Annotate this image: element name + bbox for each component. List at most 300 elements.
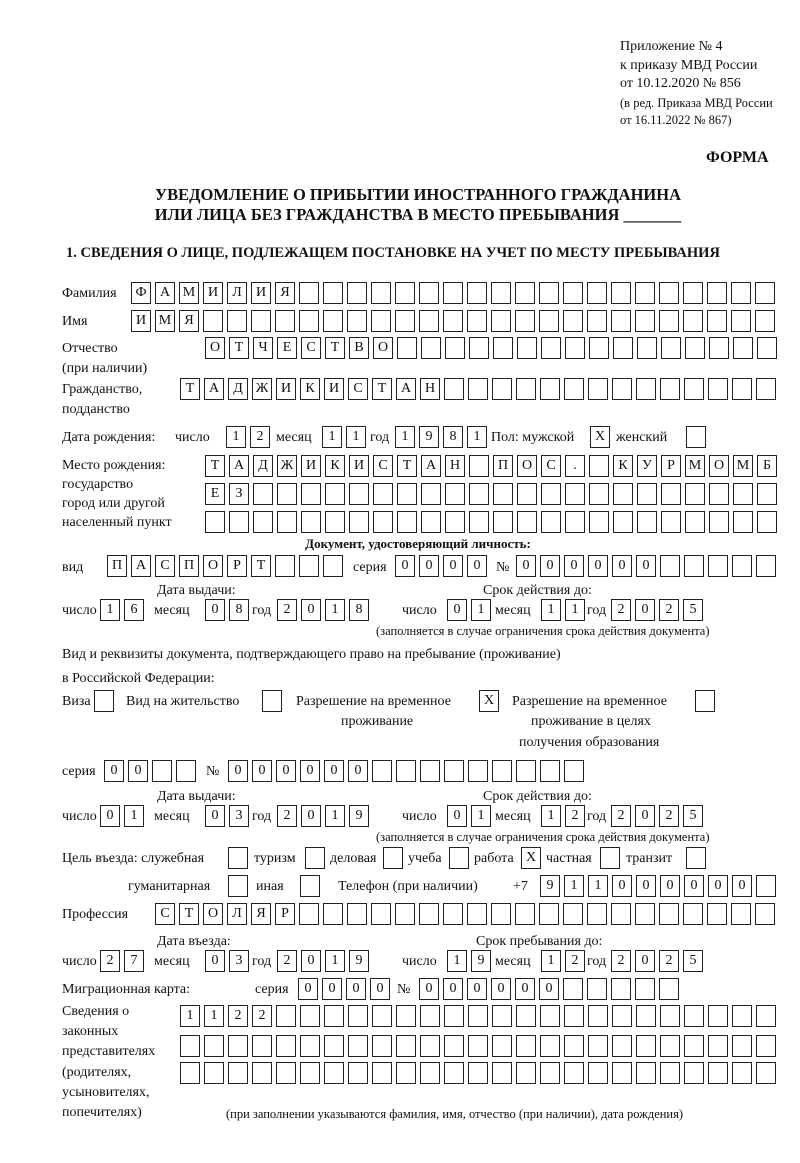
input-cell[interactable]: 0 bbox=[635, 950, 655, 972]
input-cell[interactable] bbox=[469, 483, 489, 505]
input-cell[interactable]: 2 bbox=[659, 805, 679, 827]
input-cell[interactable] bbox=[301, 511, 321, 533]
input-cell[interactable] bbox=[563, 978, 583, 1000]
input-cell[interactable] bbox=[565, 337, 585, 359]
input-cell[interactable]: 0 bbox=[684, 875, 704, 897]
input-cell[interactable] bbox=[636, 1035, 656, 1057]
input-cell[interactable] bbox=[299, 903, 319, 925]
input-cell[interactable] bbox=[733, 511, 753, 533]
input-cell[interactable] bbox=[563, 310, 583, 332]
input-cell[interactable]: Н bbox=[420, 378, 440, 400]
input-cell[interactable]: Т bbox=[205, 455, 225, 477]
input-cell[interactable] bbox=[684, 1035, 704, 1057]
input-cell[interactable] bbox=[347, 903, 367, 925]
checkbox-cell[interactable] bbox=[449, 847, 469, 869]
input-cell[interactable]: 0 bbox=[636, 875, 656, 897]
input-cell[interactable] bbox=[395, 903, 415, 925]
input-cell[interactable] bbox=[349, 511, 369, 533]
input-cell[interactable] bbox=[325, 511, 345, 533]
input-cell[interactable] bbox=[469, 511, 489, 533]
input-cell[interactable]: 1 bbox=[395, 426, 415, 448]
input-cell[interactable] bbox=[709, 337, 729, 359]
input-cell[interactable]: И bbox=[251, 282, 271, 304]
input-cell[interactable] bbox=[299, 555, 319, 577]
input-cell[interactable]: 2 bbox=[250, 426, 270, 448]
input-cell[interactable] bbox=[372, 1062, 392, 1084]
input-cell[interactable] bbox=[516, 1005, 536, 1027]
input-cell[interactable] bbox=[277, 483, 297, 505]
checkbox-cell[interactable]: X bbox=[521, 847, 541, 869]
input-cell[interactable]: 0 bbox=[128, 760, 148, 782]
input-cell[interactable]: 1 bbox=[564, 875, 584, 897]
input-cell[interactable] bbox=[397, 511, 417, 533]
checkbox-cell[interactable] bbox=[228, 875, 248, 897]
input-cell[interactable]: М bbox=[155, 310, 175, 332]
input-cell[interactable] bbox=[444, 378, 464, 400]
input-cell[interactable]: К bbox=[325, 455, 345, 477]
input-cell[interactable] bbox=[685, 337, 705, 359]
input-cell[interactable]: Т bbox=[180, 378, 200, 400]
input-cell[interactable]: 0 bbox=[467, 978, 487, 1000]
input-cell[interactable] bbox=[756, 378, 776, 400]
input-cell[interactable] bbox=[660, 1062, 680, 1084]
input-cell[interactable]: 3 bbox=[229, 805, 249, 827]
input-cell[interactable] bbox=[349, 483, 369, 505]
input-cell[interactable]: П bbox=[107, 555, 127, 577]
input-cell[interactable] bbox=[323, 555, 343, 577]
input-cell[interactable] bbox=[396, 1005, 416, 1027]
input-cell[interactable] bbox=[613, 337, 633, 359]
input-cell[interactable]: 0 bbox=[612, 875, 632, 897]
input-cell[interactable] bbox=[757, 511, 777, 533]
input-cell[interactable]: Т bbox=[372, 378, 392, 400]
input-cell[interactable] bbox=[323, 903, 343, 925]
input-cell[interactable]: М bbox=[179, 282, 199, 304]
input-cell[interactable] bbox=[515, 903, 535, 925]
input-cell[interactable] bbox=[589, 511, 609, 533]
input-cell[interactable]: 0 bbox=[635, 805, 655, 827]
checkbox-cell[interactable] bbox=[94, 690, 114, 712]
input-cell[interactable]: 5 bbox=[683, 950, 703, 972]
input-cell[interactable]: 0 bbox=[298, 978, 318, 1000]
input-cell[interactable] bbox=[756, 1035, 776, 1057]
input-cell[interactable]: 0 bbox=[443, 978, 463, 1000]
input-cell[interactable] bbox=[707, 903, 727, 925]
input-cell[interactable] bbox=[152, 760, 172, 782]
input-cell[interactable] bbox=[540, 378, 560, 400]
input-cell[interactable] bbox=[444, 1005, 464, 1027]
input-cell[interactable] bbox=[467, 903, 487, 925]
input-cell[interactable]: Т bbox=[179, 903, 199, 925]
input-cell[interactable] bbox=[397, 483, 417, 505]
input-cell[interactable]: 1 bbox=[467, 426, 487, 448]
input-cell[interactable]: 2 bbox=[659, 950, 679, 972]
input-cell[interactable] bbox=[613, 511, 633, 533]
input-cell[interactable] bbox=[707, 282, 727, 304]
input-cell[interactable] bbox=[684, 1005, 704, 1027]
input-cell[interactable] bbox=[541, 511, 561, 533]
input-cell[interactable] bbox=[275, 555, 295, 577]
input-cell[interactable]: 9 bbox=[471, 950, 491, 972]
checkbox-cell[interactable] bbox=[262, 690, 282, 712]
input-cell[interactable]: 2 bbox=[277, 950, 297, 972]
input-cell[interactable]: Ч bbox=[253, 337, 273, 359]
input-cell[interactable] bbox=[300, 1062, 320, 1084]
input-cell[interactable] bbox=[611, 310, 631, 332]
input-cell[interactable]: С bbox=[155, 555, 175, 577]
input-cell[interactable]: 8 bbox=[349, 599, 369, 621]
input-cell[interactable]: А bbox=[421, 455, 441, 477]
input-cell[interactable] bbox=[324, 1035, 344, 1057]
input-cell[interactable]: О bbox=[517, 455, 537, 477]
input-cell[interactable]: Т bbox=[397, 455, 417, 477]
input-cell[interactable]: 1 bbox=[325, 950, 345, 972]
input-cell[interactable] bbox=[371, 310, 391, 332]
input-cell[interactable] bbox=[660, 555, 680, 577]
input-cell[interactable] bbox=[491, 310, 511, 332]
input-cell[interactable] bbox=[707, 310, 727, 332]
input-cell[interactable] bbox=[301, 483, 321, 505]
input-cell[interactable]: 1 bbox=[204, 1005, 224, 1027]
input-cell[interactable]: 9 bbox=[349, 950, 369, 972]
input-cell[interactable] bbox=[493, 511, 513, 533]
input-cell[interactable] bbox=[683, 282, 703, 304]
input-cell[interactable] bbox=[371, 282, 391, 304]
input-cell[interactable]: 8 bbox=[443, 426, 463, 448]
input-cell[interactable] bbox=[587, 282, 607, 304]
input-cell[interactable]: И bbox=[131, 310, 151, 332]
input-cell[interactable] bbox=[660, 1005, 680, 1027]
input-cell[interactable] bbox=[468, 378, 488, 400]
input-cell[interactable] bbox=[373, 483, 393, 505]
input-cell[interactable]: 0 bbox=[539, 978, 559, 1000]
input-cell[interactable]: 9 bbox=[419, 426, 439, 448]
input-cell[interactable] bbox=[443, 310, 463, 332]
input-cell[interactable]: М bbox=[733, 455, 753, 477]
input-cell[interactable]: С bbox=[373, 455, 393, 477]
input-cell[interactable] bbox=[468, 1005, 488, 1027]
input-cell[interactable]: 1 bbox=[471, 805, 491, 827]
input-cell[interactable]: 0 bbox=[301, 599, 321, 621]
input-cell[interactable]: 0 bbox=[540, 555, 560, 577]
input-cell[interactable]: Л bbox=[227, 282, 247, 304]
input-cell[interactable]: 2 bbox=[611, 950, 631, 972]
input-cell[interactable] bbox=[756, 555, 776, 577]
input-cell[interactable]: 1 bbox=[180, 1005, 200, 1027]
input-cell[interactable] bbox=[684, 1062, 704, 1084]
input-cell[interactable] bbox=[420, 760, 440, 782]
input-cell[interactable]: 0 bbox=[732, 875, 752, 897]
input-cell[interactable] bbox=[733, 337, 753, 359]
input-cell[interactable] bbox=[324, 1062, 344, 1084]
input-cell[interactable]: 1 bbox=[541, 599, 561, 621]
input-cell[interactable] bbox=[421, 511, 441, 533]
input-cell[interactable] bbox=[539, 903, 559, 925]
input-cell[interactable] bbox=[371, 903, 391, 925]
input-cell[interactable]: П bbox=[493, 455, 513, 477]
input-cell[interactable]: Р bbox=[275, 903, 295, 925]
input-cell[interactable] bbox=[421, 337, 441, 359]
input-cell[interactable]: 0 bbox=[104, 760, 124, 782]
input-cell[interactable]: З bbox=[229, 483, 249, 505]
checkbox-cell[interactable] bbox=[305, 847, 325, 869]
input-cell[interactable]: 1 bbox=[226, 426, 246, 448]
input-cell[interactable] bbox=[541, 483, 561, 505]
input-cell[interactable] bbox=[516, 760, 536, 782]
input-cell[interactable] bbox=[323, 310, 343, 332]
input-cell[interactable] bbox=[708, 1035, 728, 1057]
input-cell[interactable] bbox=[637, 337, 657, 359]
input-cell[interactable]: 7 bbox=[124, 950, 144, 972]
input-cell[interactable] bbox=[324, 1005, 344, 1027]
input-cell[interactable]: Я bbox=[251, 903, 271, 925]
input-cell[interactable] bbox=[396, 1035, 416, 1057]
input-cell[interactable] bbox=[659, 903, 679, 925]
input-cell[interactable]: 0 bbox=[491, 978, 511, 1000]
input-cell[interactable] bbox=[467, 282, 487, 304]
input-cell[interactable]: М bbox=[685, 455, 705, 477]
input-cell[interactable] bbox=[276, 1005, 296, 1027]
input-cell[interactable] bbox=[588, 1035, 608, 1057]
input-cell[interactable] bbox=[180, 1035, 200, 1057]
input-cell[interactable] bbox=[347, 310, 367, 332]
input-cell[interactable]: 0 bbox=[636, 555, 656, 577]
input-cell[interactable] bbox=[708, 1062, 728, 1084]
input-cell[interactable] bbox=[227, 310, 247, 332]
input-cell[interactable]: 0 bbox=[370, 978, 390, 1000]
input-cell[interactable]: 2 bbox=[100, 950, 120, 972]
input-cell[interactable]: 0 bbox=[301, 805, 321, 827]
input-cell[interactable] bbox=[348, 1005, 368, 1027]
input-cell[interactable] bbox=[395, 310, 415, 332]
input-cell[interactable] bbox=[661, 483, 681, 505]
input-cell[interactable]: А bbox=[396, 378, 416, 400]
input-cell[interactable]: . bbox=[565, 455, 585, 477]
input-cell[interactable] bbox=[731, 310, 751, 332]
input-cell[interactable] bbox=[589, 337, 609, 359]
input-cell[interactable] bbox=[252, 1035, 272, 1057]
input-cell[interactable] bbox=[611, 282, 631, 304]
input-cell[interactable] bbox=[660, 378, 680, 400]
input-cell[interactable] bbox=[516, 1062, 536, 1084]
input-cell[interactable] bbox=[587, 310, 607, 332]
input-cell[interactable] bbox=[444, 1062, 464, 1084]
input-cell[interactable] bbox=[516, 1035, 536, 1057]
input-cell[interactable] bbox=[635, 310, 655, 332]
input-cell[interactable] bbox=[252, 1062, 272, 1084]
input-cell[interactable]: 0 bbox=[419, 555, 439, 577]
input-cell[interactable] bbox=[493, 337, 513, 359]
input-cell[interactable]: 8 bbox=[229, 599, 249, 621]
input-cell[interactable] bbox=[348, 1062, 368, 1084]
input-cell[interactable]: С bbox=[155, 903, 175, 925]
input-cell[interactable]: И bbox=[324, 378, 344, 400]
input-cell[interactable]: 0 bbox=[612, 555, 632, 577]
input-cell[interactable] bbox=[419, 310, 439, 332]
input-cell[interactable]: 0 bbox=[324, 760, 344, 782]
checkbox-cell[interactable] bbox=[686, 847, 706, 869]
input-cell[interactable]: 5 bbox=[683, 805, 703, 827]
input-cell[interactable] bbox=[253, 511, 273, 533]
input-cell[interactable]: 0 bbox=[419, 978, 439, 1000]
input-cell[interactable] bbox=[276, 1035, 296, 1057]
input-cell[interactable] bbox=[636, 378, 656, 400]
input-cell[interactable] bbox=[612, 1005, 632, 1027]
input-cell[interactable]: 0 bbox=[205, 950, 225, 972]
input-cell[interactable] bbox=[732, 1062, 752, 1084]
input-cell[interactable] bbox=[397, 337, 417, 359]
input-cell[interactable]: 0 bbox=[660, 875, 680, 897]
input-cell[interactable]: Я bbox=[179, 310, 199, 332]
input-cell[interactable]: И bbox=[301, 455, 321, 477]
input-cell[interactable] bbox=[419, 282, 439, 304]
input-cell[interactable] bbox=[612, 378, 632, 400]
input-cell[interactable]: Е bbox=[277, 337, 297, 359]
input-cell[interactable]: 0 bbox=[564, 555, 584, 577]
input-cell[interactable]: 0 bbox=[443, 555, 463, 577]
input-cell[interactable] bbox=[203, 310, 223, 332]
input-cell[interactable] bbox=[539, 310, 559, 332]
input-cell[interactable]: 0 bbox=[301, 950, 321, 972]
input-cell[interactable] bbox=[588, 1005, 608, 1027]
input-cell[interactable]: 2 bbox=[277, 805, 297, 827]
input-cell[interactable] bbox=[421, 483, 441, 505]
input-cell[interactable] bbox=[228, 1035, 248, 1057]
input-cell[interactable]: О bbox=[373, 337, 393, 359]
input-cell[interactable] bbox=[204, 1035, 224, 1057]
input-cell[interactable] bbox=[445, 337, 465, 359]
input-cell[interactable] bbox=[468, 760, 488, 782]
input-cell[interactable] bbox=[251, 310, 271, 332]
input-cell[interactable]: 3 bbox=[229, 950, 249, 972]
input-cell[interactable] bbox=[443, 903, 463, 925]
input-cell[interactable] bbox=[683, 903, 703, 925]
input-cell[interactable] bbox=[180, 1062, 200, 1084]
input-cell[interactable]: С bbox=[301, 337, 321, 359]
input-cell[interactable] bbox=[492, 1005, 512, 1027]
input-cell[interactable]: И bbox=[203, 282, 223, 304]
input-cell[interactable] bbox=[661, 511, 681, 533]
input-cell[interactable]: 0 bbox=[300, 760, 320, 782]
input-cell[interactable] bbox=[396, 760, 416, 782]
input-cell[interactable] bbox=[660, 1035, 680, 1057]
input-cell[interactable]: 0 bbox=[100, 805, 120, 827]
checkbox-cell[interactable] bbox=[686, 426, 706, 448]
input-cell[interactable]: 2 bbox=[611, 599, 631, 621]
input-cell[interactable] bbox=[540, 1035, 560, 1057]
input-cell[interactable]: И bbox=[349, 455, 369, 477]
input-cell[interactable] bbox=[445, 511, 465, 533]
input-cell[interactable] bbox=[731, 282, 751, 304]
input-cell[interactable] bbox=[299, 310, 319, 332]
input-cell[interactable]: Д bbox=[228, 378, 248, 400]
input-cell[interactable] bbox=[684, 378, 704, 400]
input-cell[interactable]: 0 bbox=[322, 978, 342, 1000]
input-cell[interactable]: 0 bbox=[395, 555, 415, 577]
input-cell[interactable]: 5 bbox=[683, 599, 703, 621]
input-cell[interactable] bbox=[516, 378, 536, 400]
input-cell[interactable]: Л bbox=[227, 903, 247, 925]
input-cell[interactable] bbox=[659, 310, 679, 332]
input-cell[interactable]: Р bbox=[661, 455, 681, 477]
input-cell[interactable] bbox=[228, 1062, 248, 1084]
checkbox-cell[interactable] bbox=[383, 847, 403, 869]
input-cell[interactable]: 1 bbox=[471, 599, 491, 621]
input-cell[interactable] bbox=[492, 378, 512, 400]
input-cell[interactable] bbox=[300, 1005, 320, 1027]
input-cell[interactable] bbox=[419, 903, 439, 925]
input-cell[interactable] bbox=[708, 555, 728, 577]
input-cell[interactable] bbox=[517, 337, 537, 359]
input-cell[interactable]: 0 bbox=[228, 760, 248, 782]
input-cell[interactable]: А bbox=[155, 282, 175, 304]
input-cell[interactable] bbox=[420, 1035, 440, 1057]
input-cell[interactable]: 0 bbox=[588, 555, 608, 577]
input-cell[interactable] bbox=[253, 483, 273, 505]
input-cell[interactable]: 2 bbox=[611, 805, 631, 827]
input-cell[interactable] bbox=[635, 978, 655, 1000]
input-cell[interactable]: О bbox=[203, 555, 223, 577]
input-cell[interactable] bbox=[541, 337, 561, 359]
input-cell[interactable] bbox=[275, 310, 295, 332]
input-cell[interactable] bbox=[347, 282, 367, 304]
input-cell[interactable]: Р bbox=[227, 555, 247, 577]
input-cell[interactable]: 1 bbox=[447, 950, 467, 972]
input-cell[interactable] bbox=[493, 483, 513, 505]
input-cell[interactable] bbox=[565, 483, 585, 505]
input-cell[interactable] bbox=[517, 483, 537, 505]
input-cell[interactable] bbox=[540, 1005, 560, 1027]
input-cell[interactable]: 0 bbox=[516, 555, 536, 577]
input-cell[interactable] bbox=[636, 1062, 656, 1084]
input-cell[interactable]: Ф bbox=[131, 282, 151, 304]
input-cell[interactable] bbox=[395, 282, 415, 304]
input-cell[interactable] bbox=[755, 282, 775, 304]
input-cell[interactable]: О bbox=[205, 337, 225, 359]
input-cell[interactable]: 1 bbox=[325, 599, 345, 621]
input-cell[interactable] bbox=[204, 1062, 224, 1084]
input-cell[interactable]: О bbox=[203, 903, 223, 925]
input-cell[interactable]: В bbox=[349, 337, 369, 359]
input-cell[interactable]: 9 bbox=[349, 805, 369, 827]
input-cell[interactable] bbox=[491, 282, 511, 304]
input-cell[interactable]: 2 bbox=[228, 1005, 248, 1027]
input-cell[interactable]: 0 bbox=[348, 760, 368, 782]
input-cell[interactable] bbox=[636, 1005, 656, 1027]
input-cell[interactable] bbox=[756, 875, 776, 897]
checkbox-cell[interactable]: X bbox=[590, 426, 610, 448]
input-cell[interactable]: 1 bbox=[588, 875, 608, 897]
input-cell[interactable] bbox=[565, 511, 585, 533]
input-cell[interactable]: Н bbox=[445, 455, 465, 477]
input-cell[interactable] bbox=[612, 1062, 632, 1084]
input-cell[interactable]: 6 bbox=[124, 599, 144, 621]
input-cell[interactable] bbox=[755, 310, 775, 332]
input-cell[interactable] bbox=[515, 310, 535, 332]
input-cell[interactable] bbox=[708, 378, 728, 400]
input-cell[interactable] bbox=[469, 455, 489, 477]
checkbox-cell[interactable]: X bbox=[479, 690, 499, 712]
input-cell[interactable] bbox=[611, 903, 631, 925]
input-cell[interactable] bbox=[612, 1035, 632, 1057]
input-cell[interactable]: П bbox=[179, 555, 199, 577]
input-cell[interactable] bbox=[372, 760, 392, 782]
input-cell[interactable]: 2 bbox=[565, 805, 585, 827]
input-cell[interactable] bbox=[372, 1035, 392, 1057]
input-cell[interactable] bbox=[540, 760, 560, 782]
input-cell[interactable]: А bbox=[131, 555, 151, 577]
input-cell[interactable] bbox=[708, 1005, 728, 1027]
